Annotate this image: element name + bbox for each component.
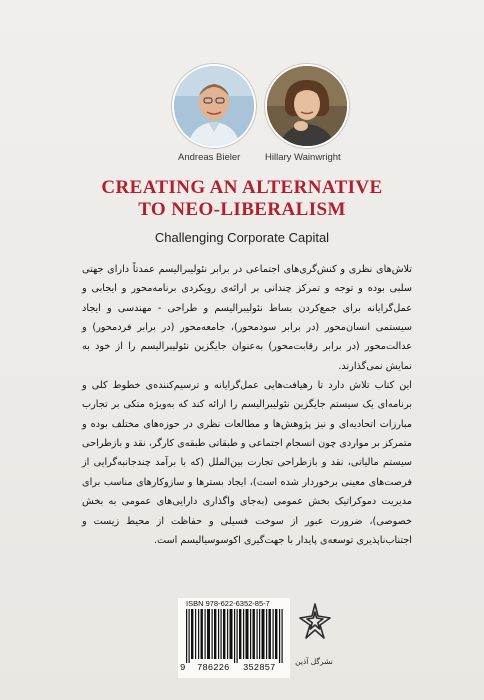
author-name-left: Andreas Bieler	[178, 152, 241, 163]
barcode-digits-group-2: 352857	[243, 663, 276, 673]
author-photo-andreas-bieler	[172, 64, 256, 148]
author-name-right: Hillary Wainwright	[265, 152, 341, 163]
blurb-paragraph-2: این کتاب تلاش دارد تا رهیافت‌هایی عمل‌گرایانه و ترسیم‌کننده‌ی خطوط کلی و برنامه‌ای یک سیستم جایگزین نئولیبرالیسم را ارائه کند که به‌ویژه متکی بر تجارب مبارزات اتحادیه‌ای و نیز پژوهش‌ها و مطالعات نظری در حوزه‌های مختلف بوده و متمرکز بر مواردی چون انسجام اجتماعی و طبقاتی طبقه‌ی کارگر، نقد و بازطراحی سیستم مالیاتی، نقد و بازطراحی تجارت بین‌الملل (که با برآمد چندجانبه‌گرایی از فرصت‌های معینی برخوردار شده است)، ایجاد بسترها و سازوکارهای مناسب برای مدیریت دموکراتیک بخش عمومی (به‌جای واگذاری دارایی‌های عمومی به بخش خصوصی)، ضرورت عبور از سوخت فسیلی و حفاظت از محیط زیست و اجتناب‌ناپذیری توسعه‌ی پایدار با جهت‌گیری اکوسوسیالیسم است.	[82, 379, 412, 546]
publisher-name: نشرگل آذین	[295, 657, 333, 666]
publisher-logo-icon	[296, 600, 334, 656]
book-title-line-2: TO NEO-LIBERALISM	[138, 199, 346, 220]
barcode-icon	[186, 609, 286, 663]
isbn-text: ISBN 978-622-6352-85-7	[186, 599, 270, 608]
barcode-digit-first: 9	[180, 663, 186, 673]
blurb-paragraph-1: تلاش‌های نظری و کنش‌گری‌های اجتماعی در برابر نئولیبرالیسم عمدتاً دارای جهتی سلبی بوده و توجه و تمرکز چندانی بر ارائه‌ی رویکردی برنامه‌محور و ایجابی و عمل‌گرایانه برای جمع‌کردن بساط نئولیبرالیسم و طراحی - مهندسی و ایجاد سیستمی انسان‌محور (در برابر سودمحور)، جامعه‌محور (در برابر فردمحور) و عدالت‌محور (در برابر رقابت‌محور) به‌عنوان جایگزین نئولیبرالیسم را از خود به نمایش نمی‌گذارند.	[82, 263, 412, 372]
book-title-line-1: CREATING AN ALTERNATIVE	[101, 177, 383, 198]
book-subtitle: Challenging Corporate Capital	[154, 230, 330, 245]
author-photo-hillary-wainwright	[265, 64, 349, 148]
barcode-digits-group-1: 786226	[197, 663, 230, 673]
